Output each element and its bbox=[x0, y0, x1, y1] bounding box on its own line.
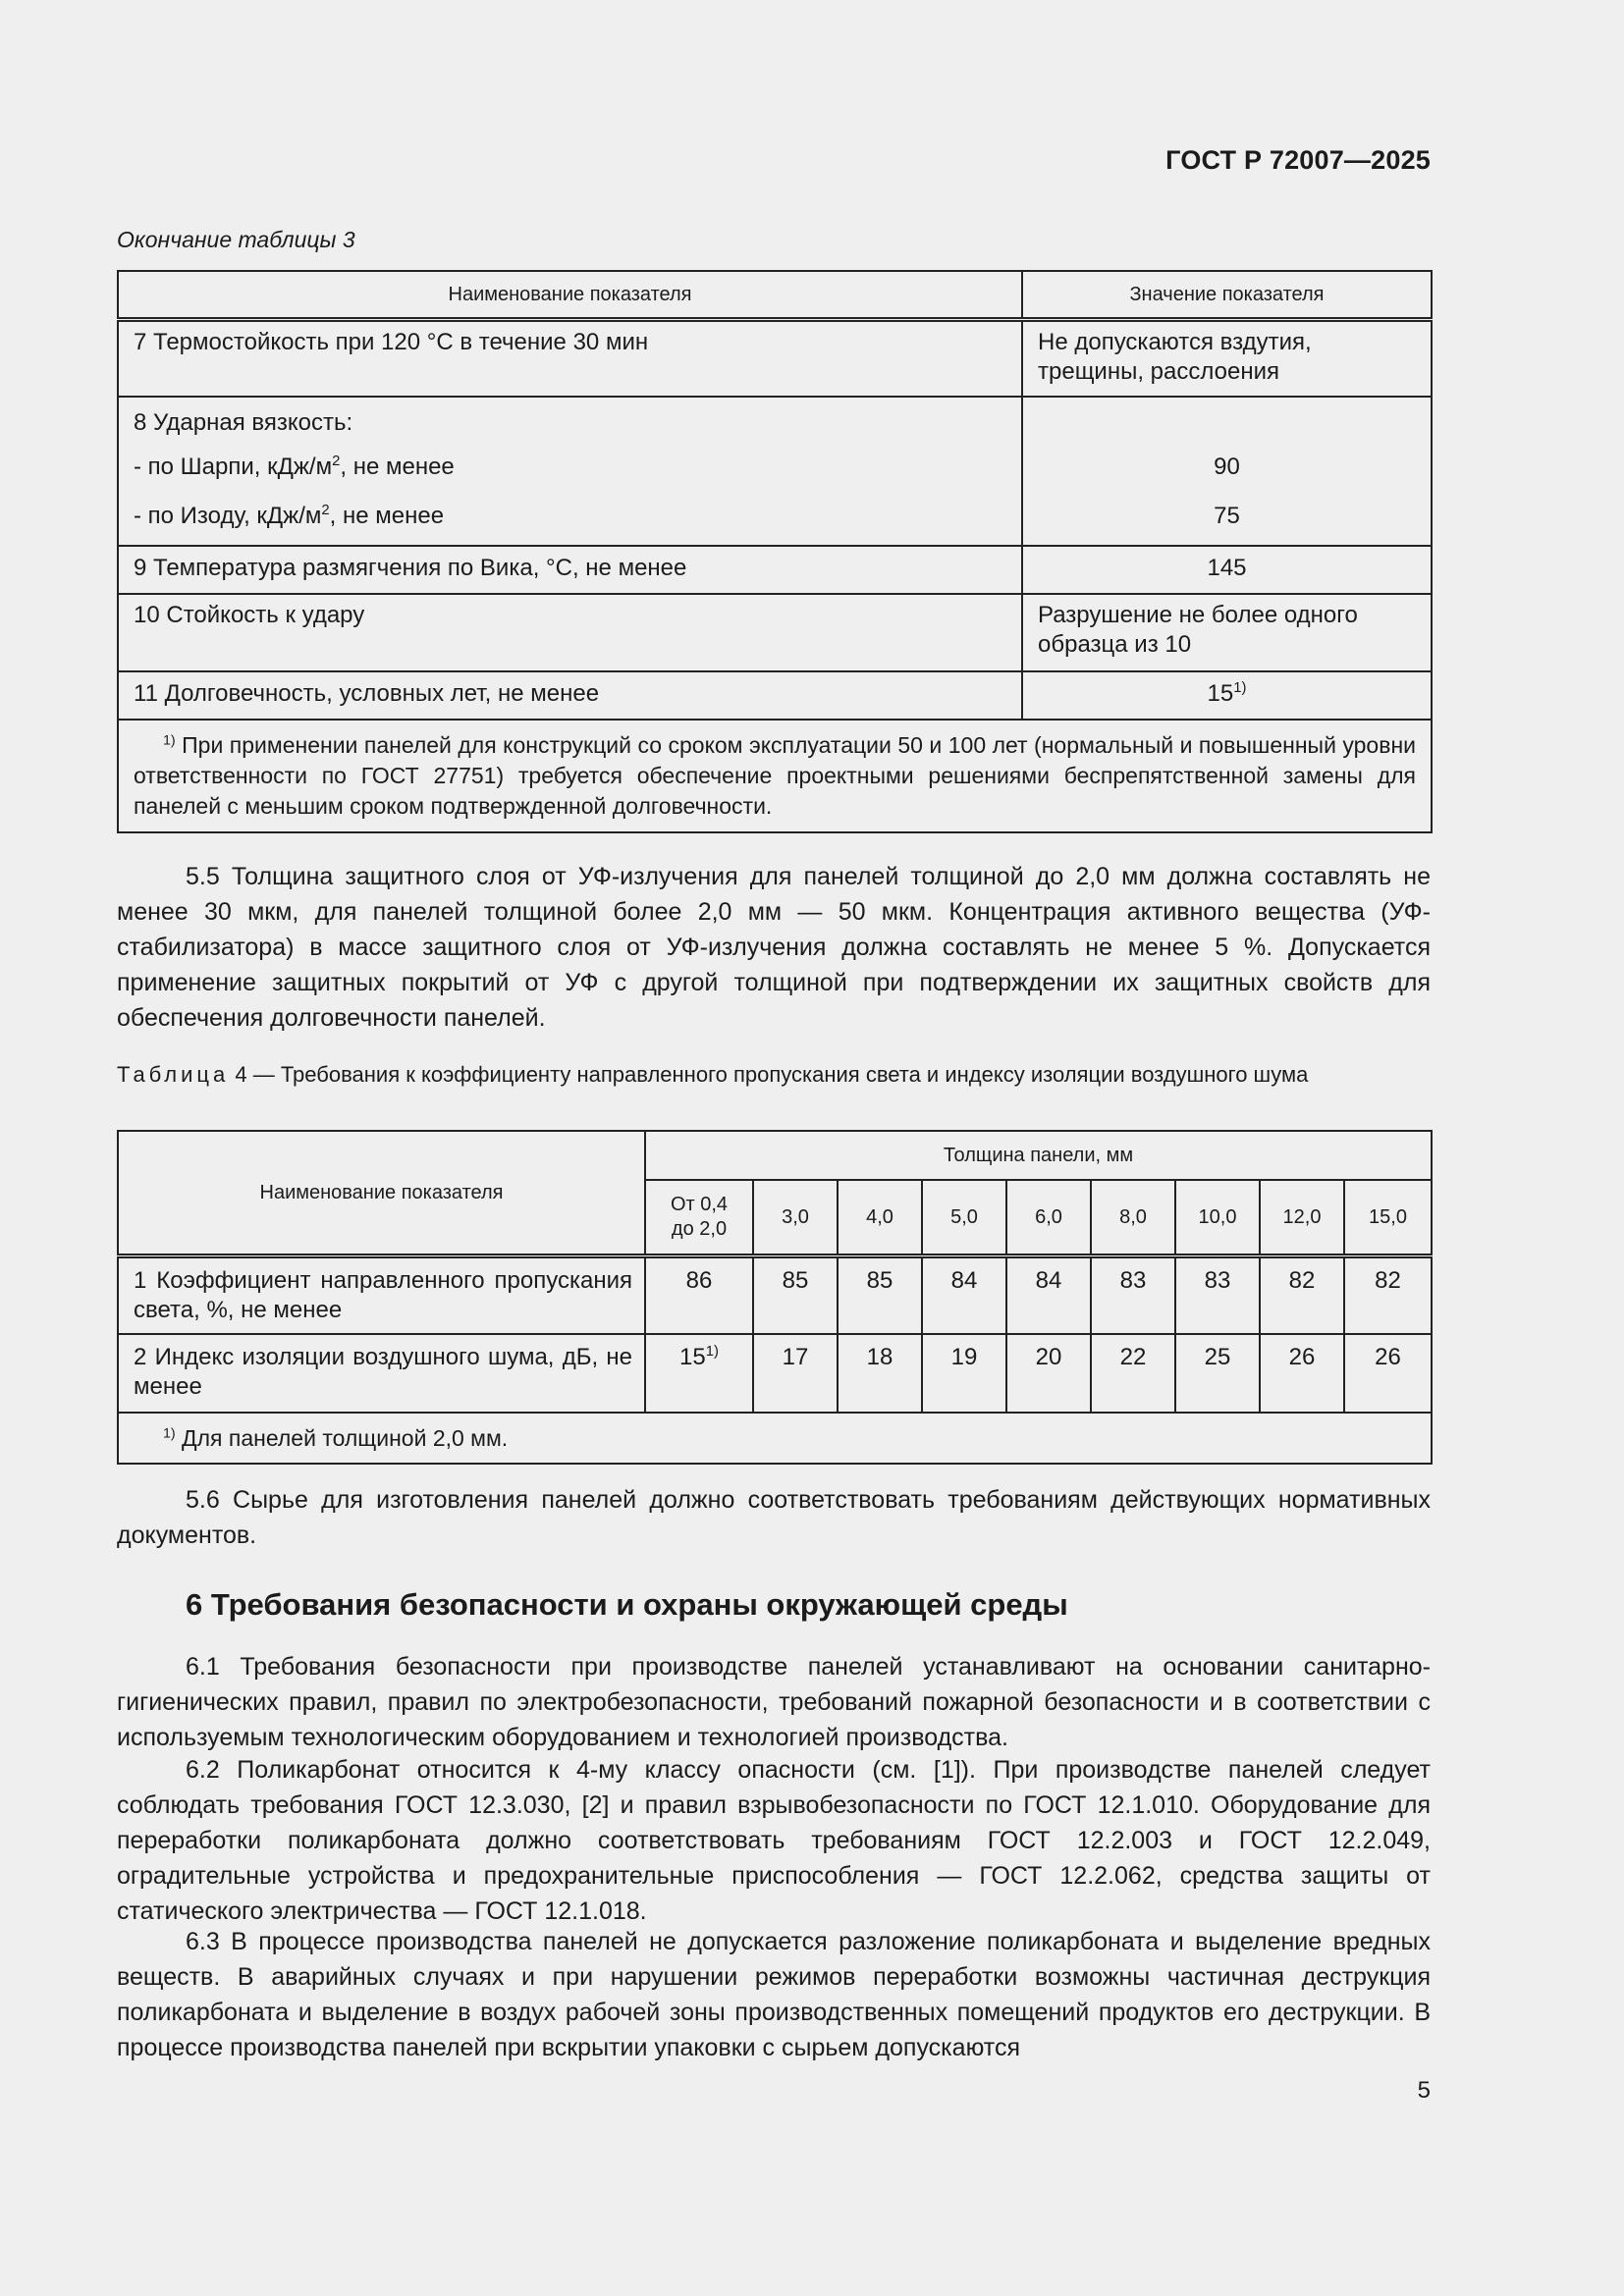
table4-row2-value: 25 bbox=[1175, 1334, 1260, 1413]
row10-value: Разрушение не более одного образца из 10 bbox=[1022, 594, 1432, 671]
table-row bbox=[118, 1256, 1432, 1335]
row8-sub1-name bbox=[134, 443, 1006, 492]
thickness: 3,0 bbox=[753, 1180, 838, 1256]
table4-row2-value: 26 bbox=[1344, 1334, 1432, 1413]
table-row bbox=[118, 320, 1432, 397]
table3-caption: Окончание таблицы 3 bbox=[117, 227, 355, 252]
paragraph-6-3 bbox=[117, 1924, 1431, 2065]
row11-name: 11 Долговечность, условных лет, не менее bbox=[118, 671, 1022, 720]
paragraph-5-6-text: 5.6 Сырье для изготовления панелей должно соответствовать требованиям действующих нормативных документов. bbox=[117, 1486, 1431, 1549]
row8-sub2-sup: 2 bbox=[321, 502, 330, 518]
row8-sub2-value: 75 bbox=[1214, 502, 1240, 529]
table3-header-name: Наименование показателя bbox=[118, 271, 1022, 320]
table4-row1-value: 84 bbox=[1006, 1256, 1091, 1335]
table4-row2-first-sup: 1) bbox=[705, 1344, 719, 1361]
row9-name: 9 Температура размягчения по Вика, °С, не менее bbox=[118, 546, 1022, 594]
table4-header-group: Толщина панели, мм bbox=[645, 1131, 1432, 1180]
paragraph-6-3-text: 6.3 В процессе производства панелей не допускается разложение поликарбоната и выделение вредных веществ. В аварийных случаях и при нарушении режимов переработки возможны частичная деструкция поликарбоната и выделение в воздух рабочей зоны производственных помещений продуктов его деструкции. В процессе производства панелей при вскрытии упаковки с сырьем допускаются bbox=[117, 1928, 1431, 2061]
table4-row1-name: 1 Коэффициент направленного пропускания света, %, не менее bbox=[118, 1256, 645, 1335]
table4-caption-text: 4 — Требования к коэффициенту направленного пропускания света и индексу изоляции воздушного шума bbox=[229, 1062, 1309, 1087]
thickness-first-line1: От 0,4 bbox=[670, 1194, 729, 1215]
table4-row1-value: 85 bbox=[753, 1256, 838, 1335]
table4-row2-value: 20 bbox=[1006, 1334, 1091, 1413]
table-row bbox=[118, 397, 1432, 546]
table-row bbox=[118, 594, 1432, 671]
table4-header-name: Наименование показателя bbox=[118, 1131, 645, 1256]
table4-row2-value: 17 bbox=[753, 1334, 838, 1413]
row8-sub2-text: - по Изоду, кДж/м bbox=[134, 502, 322, 529]
table3-footnote-text: При применении панелей для конструкций со сроком эксплуатации 50 и 100 лет (нормальный и повышенный уровни ответственности по ГОСТ 27751) требуется обеспечение проектными решениями беспрепятственной замены для панелей с меньшим сроком подтвержденной долговечности. bbox=[134, 731, 1416, 819]
table4-row1-value: 83 bbox=[1091, 1256, 1175, 1335]
table4-row2-value: 22 bbox=[1091, 1334, 1175, 1413]
paragraph-6-2 bbox=[117, 1752, 1431, 1929]
row8-sub1-text: - по Шарпи, кДж/м bbox=[134, 453, 333, 480]
row8-name: 8 Ударная вязкость: bbox=[134, 408, 353, 436]
row8-sub2-name bbox=[134, 492, 1006, 541]
row7-name: 7 Термостойкость при 120 °С в течение 30 мин bbox=[118, 320, 1022, 397]
page-number: 5 bbox=[1417, 2077, 1431, 2104]
table4-row2-value: 19 bbox=[922, 1334, 1006, 1413]
thickness-first bbox=[645, 1180, 753, 1256]
thickness: 10,0 bbox=[1175, 1180, 1260, 1256]
table4-row2-value: 18 bbox=[838, 1334, 922, 1413]
row8-value-empty bbox=[1038, 403, 1416, 443]
thickness: 6,0 bbox=[1006, 1180, 1091, 1256]
paragraph-5-5-text: 5.5 Толщина защитного слоя от УФ-излучения для панелей толщиной до 2,0 мм должна составлять не менее 30 мкм, для панелей толщиной более 2,0 мм — 50 мкм. Концентрация активного вещества (УФ-стабилизатора) в массе защитного слоя от УФ-излучения должна составлять не менее 5 %. Допускается применение защитных покрытий от УФ с другой толщиной при подтверждении их защитных свойств для обеспечения долговечности панелей. bbox=[117, 863, 1431, 1032]
table4-header-row bbox=[118, 1131, 1432, 1180]
table4-footnote-row bbox=[118, 1413, 1432, 1464]
section-6-title: 6 Требования безопасности и охраны окружающей среды bbox=[186, 1587, 1068, 1622]
table3-header-value: Значение показателя bbox=[1022, 271, 1432, 320]
row9-value: 145 bbox=[1022, 546, 1432, 594]
table4-row2-value bbox=[645, 1334, 753, 1413]
table4-row1-value: 86 bbox=[645, 1256, 753, 1335]
row11-value-sup: 1) bbox=[1233, 680, 1247, 697]
table3-footnote-row bbox=[118, 720, 1432, 832]
table4-row2-first-value: 15 bbox=[679, 1344, 706, 1370]
thickness-first-line2: до 2,0 bbox=[671, 1218, 728, 1240]
table4-row1-value: 83 bbox=[1175, 1256, 1260, 1335]
table4-footnote-mark: 1) bbox=[163, 1425, 176, 1442]
thickness: 4,0 bbox=[838, 1180, 922, 1256]
thickness: 15,0 bbox=[1344, 1180, 1432, 1256]
table4-caption bbox=[117, 1060, 1431, 1089]
row8-values-cell bbox=[1022, 397, 1432, 546]
table4-row1-value: 82 bbox=[1260, 1256, 1344, 1335]
paragraph-6-2-text: 6.2 Поликарбонат относится к 4-му классу опасности (см. [1]). При производстве панелей следует соблюдать требования ГОСТ 12.3.030, [2] и правил взрывобезопасности по ГОСТ 12.1.010. Оборудование для переработки поликарбоната должно соответствовать требованиям ГОСТ 12.2.003 и ГОСТ 12.2.049, оградительные устройства и предохранительные приспособления — ГОСТ 12.2.062, средства защиты от статического электричества — ГОСТ 12.1.018. bbox=[117, 1756, 1431, 1925]
table-row bbox=[118, 671, 1432, 720]
table3-footnote-mark: 1) bbox=[163, 731, 176, 748]
table4-footnote bbox=[118, 1413, 1432, 1464]
row7-value: Не допускаются вздутия, трещины, расслоения bbox=[1022, 320, 1432, 397]
table4-row1-value: 85 bbox=[838, 1256, 922, 1335]
thickness: 8,0 bbox=[1091, 1180, 1175, 1256]
row11-value bbox=[1022, 671, 1432, 720]
table4-row1-value: 84 bbox=[922, 1256, 1006, 1335]
row8-sub1-value: 90 bbox=[1214, 453, 1240, 480]
paragraph-5-5 bbox=[117, 859, 1431, 1036]
table3-header-row bbox=[118, 271, 1432, 320]
row8-sub1-text-post: , не менее bbox=[340, 453, 455, 480]
row8-sub2-text-post: , не менее bbox=[329, 502, 445, 529]
paragraph-6-1 bbox=[117, 1649, 1431, 1755]
thickness: 12,0 bbox=[1260, 1180, 1344, 1256]
paragraph-6-1-text: 6.1 Требования безопасности при производстве панелей устанавливают на основании санитарно-гигиенических правил, правил по электробезопасности, требований пожарной безопасности и в соответствии с используемым технологическим оборудованием и технологией производства. bbox=[117, 1653, 1431, 1751]
table4-footnote-text: Для панелей толщиной 2,0 мм. bbox=[175, 1425, 509, 1451]
thickness: 5,0 bbox=[922, 1180, 1006, 1256]
table4-row2-value: 26 bbox=[1260, 1334, 1344, 1413]
table-row bbox=[118, 1334, 1432, 1413]
row11-value-number: 15 bbox=[1207, 680, 1234, 707]
document-code: ГОСТ Р 72007—2025 bbox=[1165, 145, 1431, 175]
table-row bbox=[118, 546, 1432, 594]
table3 bbox=[117, 270, 1433, 833]
row10-name: 10 Стойкость к удару bbox=[118, 594, 1022, 671]
table3-footnote bbox=[118, 720, 1432, 832]
row8-sub1-sup: 2 bbox=[332, 453, 341, 469]
table4-caption-label: Таблица bbox=[117, 1062, 230, 1087]
table4 bbox=[117, 1130, 1433, 1465]
table4-row1-value: 82 bbox=[1344, 1256, 1432, 1335]
table4-row2-name: 2 Индекс изоляции воздушного шума, дБ, не менее bbox=[118, 1334, 645, 1413]
paragraph-5-6 bbox=[117, 1482, 1431, 1553]
row8-name-cell bbox=[118, 397, 1022, 546]
